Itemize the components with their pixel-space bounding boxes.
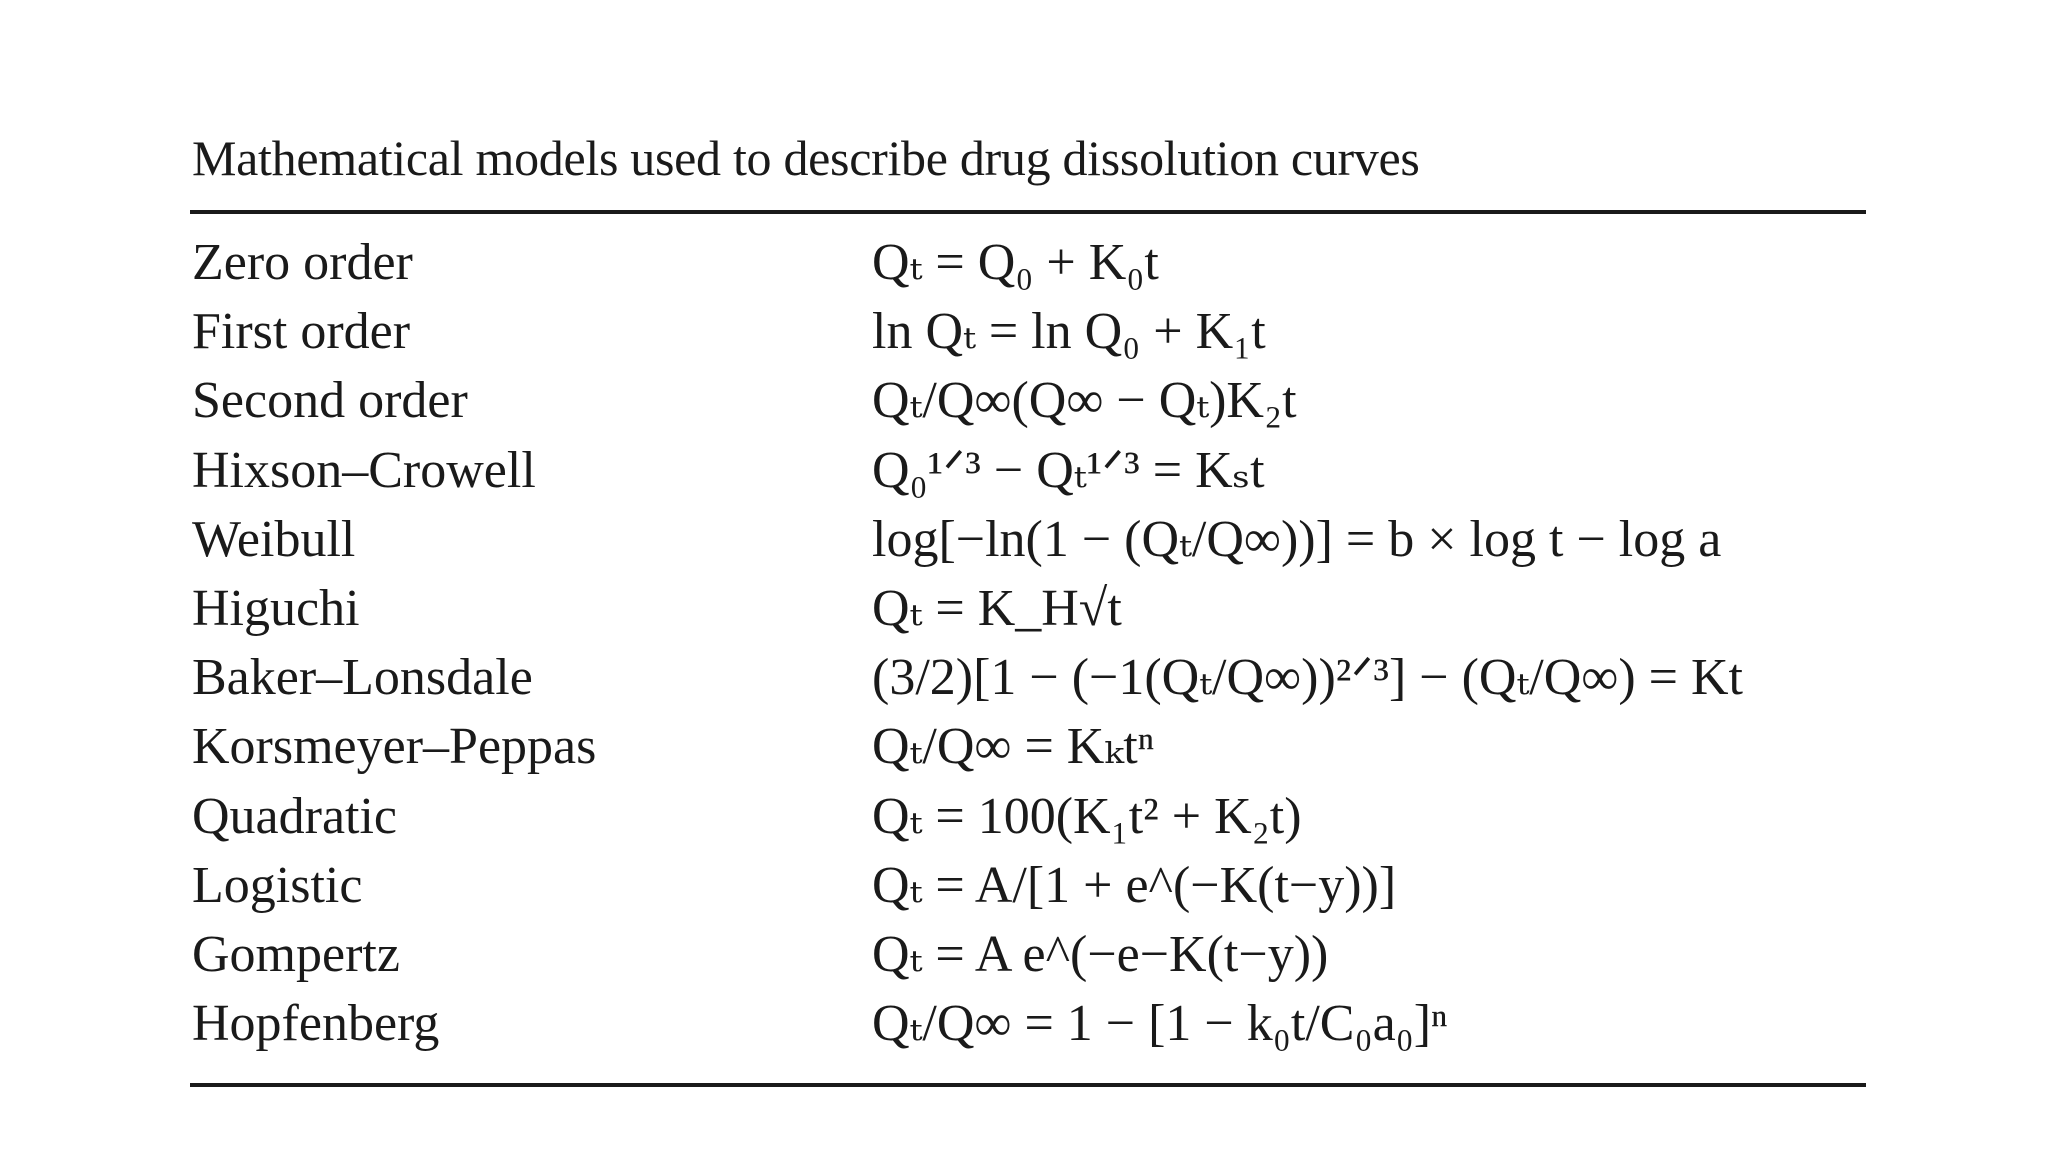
models-table: [192, 228, 1882, 1058]
table-row: [192, 920, 1882, 989]
model-name: Hixson–Crowell: [192, 441, 536, 499]
model-name: Korsmeyer–Peppas: [192, 718, 597, 776]
model-equation: Qₜ = Q₀ + K₀t: [872, 234, 1159, 291]
table-row: [192, 436, 1882, 505]
model-name: Quadratic: [192, 787, 398, 845]
model-equation: Qₜ/Q∞(Q∞ − Qₜ)K₂t: [872, 372, 1297, 430]
model-name: Higuchi: [192, 579, 360, 637]
table-row: [192, 989, 1882, 1058]
model-equation: Qₜ = A e^(−e−K(t−y)): [872, 925, 1329, 983]
model-name: Hopfenberg: [192, 995, 440, 1053]
table-row: [192, 851, 1882, 920]
model-name: Baker–Lonsdale: [192, 649, 533, 707]
model-equation: Qₜ = 100(K₁t² + K₂t): [872, 787, 1302, 845]
model-name: Weibull: [192, 510, 356, 568]
table-row: [192, 366, 1882, 435]
table-row: [192, 574, 1882, 643]
model-equation: Qₜ/Q∞ = 1 − [1 − k₀t/C₀a₀]ⁿ: [872, 995, 1448, 1053]
table-bottom-rule: [190, 1083, 1866, 1087]
model-name: Logistic: [192, 856, 363, 914]
table-top-rule: [190, 210, 1866, 214]
model-equation: Qₜ/Q∞ = Kₖtⁿ: [872, 718, 1155, 776]
model-name: First order: [192, 303, 411, 361]
model-equation: ln Qₜ = ln Q₀ + K₁t: [872, 303, 1266, 361]
table-row: [192, 712, 1882, 781]
model-equation: Qₜ = A/[1 + e^(−K(t−y))]: [872, 856, 1397, 914]
table-caption: Mathematical models used to describe drug dissolution curves: [192, 130, 1420, 186]
table-row: [192, 505, 1882, 574]
model-name: Zero order: [192, 234, 413, 291]
table-row: [192, 297, 1882, 366]
model-equation: Qₜ = K_H√t: [872, 579, 1122, 637]
table-row: [192, 643, 1882, 712]
table-row: [192, 782, 1882, 851]
model-equation: Q₀¹ᐟ³ − Qₜ¹ᐟ³ = Kₛt: [872, 441, 1265, 499]
model-name: Second order: [192, 372, 468, 430]
model-equation: log[−ln(1 − (Qₜ/Q∞))] = b × log t − log a: [872, 510, 1722, 568]
table-row: [192, 228, 1882, 297]
model-equation: (3/2)[1 − (−1(Qₜ/Q∞))²ᐟ³] − (Qₜ/Q∞) = Kt: [872, 649, 1743, 707]
model-name: Gompertz: [192, 925, 400, 983]
